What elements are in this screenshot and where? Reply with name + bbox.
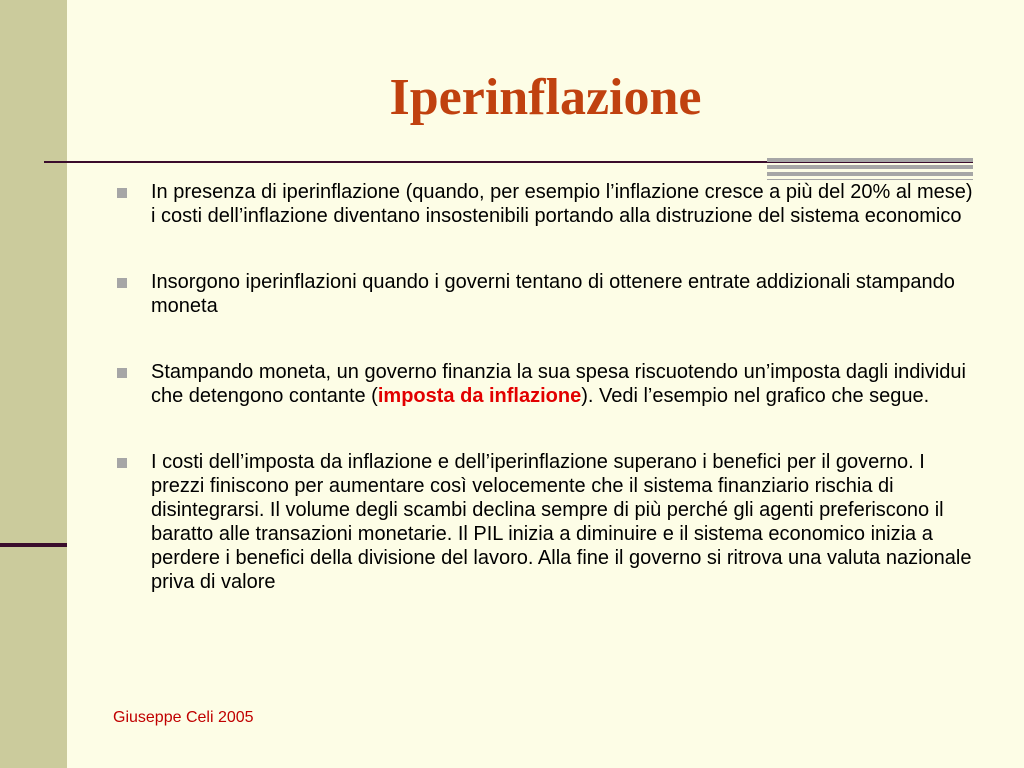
bullet-item [113, 270, 975, 318]
square-bullet-icon [117, 368, 127, 378]
footer-author: Giuseppe Celi 2005 [113, 709, 254, 726]
left-accent-line [0, 543, 67, 547]
slide-title: Iperinflazione [389, 69, 702, 126]
left-decorative-band [0, 0, 67, 768]
bullet-text-after: ). Vedi l’esempio nel grafico che segue. [581, 385, 930, 407]
title-divider-stripes [767, 158, 973, 180]
bullet-item [113, 180, 975, 228]
square-bullet-icon [117, 278, 127, 288]
bullet-text-before: Stampando moneta, un governo finanzia la sua spesa riscuotendo un’imposta dagli individui che detengono contante ( [151, 361, 966, 407]
bullet-text: In presenza di iperinflazione (quando, per esempio l’inflazione cresce a più del 20% al mese) i costi dell’inflazione diventano insostenibili portando alla distruzione del sistema economico [151, 181, 973, 227]
highlighted-term: imposta da inflazione [377, 385, 582, 407]
bullet-item [113, 360, 975, 408]
bullet-text: I costi dell’imposta da inflazione e dell’iperinflazione superano i benefici per il governo. I prezzi finiscono per aumentare così velocemente che il sistema finanziario rischia di disintegrarsi. Il volume degli scambi declina sempre di più perché gli agenti preferiscono il baratto alle transazioni monetarie. Il PIL inizia a diminuire e il sistema economico inizia a perdere i benefici della divisione del lavoro. Alla fine il governo si ritrova una valuta nazionale priva di valore [151, 451, 972, 593]
bullet-item [113, 450, 975, 594]
bullet-list [113, 180, 975, 636]
bullet-text: Insorgono iperinflazioni quando i governi tentano di ottenere entrate addizionali stampando moneta [151, 271, 955, 317]
square-bullet-icon [117, 458, 127, 468]
square-bullet-icon [117, 188, 127, 198]
